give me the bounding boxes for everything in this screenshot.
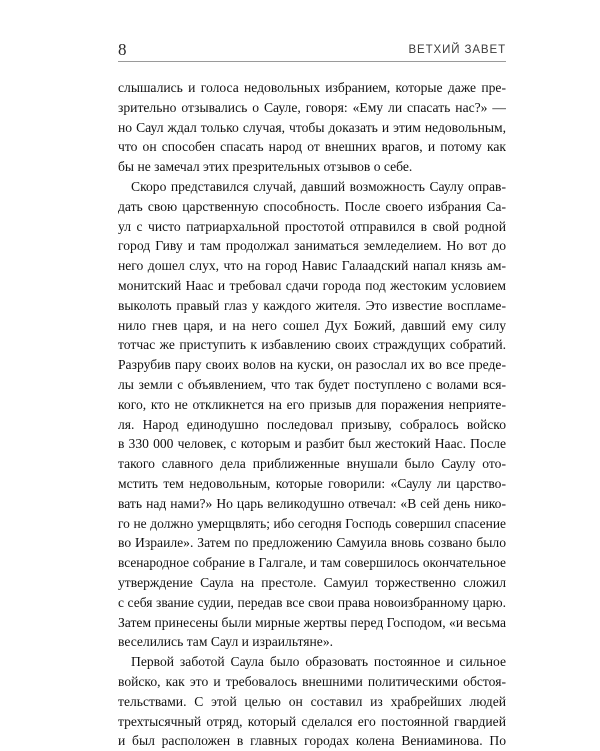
text-line: него дошел слух, что на город Навис Галаадский напал князь ам-	[118, 258, 506, 274]
text-line: с себя звание судии, передав все свои права новоизбранному царю.	[118, 594, 506, 610]
running-title: ВЕТХИЙ ЗАВЕТ	[408, 44, 506, 56]
paragraph	[118, 78, 506, 177]
text-line: всенародное собрание в Галгале, и там совершилось окончательное	[118, 555, 506, 571]
text-line: вать над нами?» Но царь великодушно отвечал: «В сей день нико-	[118, 495, 506, 511]
text-line: монитский Наас и требовал сдачи города под жестоким условием	[118, 277, 506, 293]
text-line: слышались и голоса недовольных избранием, которые даже пре-	[118, 80, 506, 95]
text-line: ля. Народ единодушно последовал призыву, собралось войско	[118, 416, 506, 432]
page-number: 8	[118, 40, 127, 59]
text-line: утверждение Саула на престоле. Самуил торжественно сложил	[118, 574, 506, 590]
text-line: Затем принесены были мирные жертвы перед Господом, «и весьма	[118, 614, 506, 630]
text-line: и был расположен в главных городах колена Вениаминова. По	[118, 733, 506, 749]
text-line: но Саул ждал только случая, чтобы доказать и этим недовольным,	[118, 119, 506, 135]
text-line: Скоро представился случай, давший возможность Саулу оправ-	[131, 178, 506, 194]
text-line: го не должно умерщвлять; ибо сегодня Господь совершил спасение	[118, 515, 506, 531]
paragraph	[118, 652, 506, 751]
text-line: что он способен спасать народ от внешних врагов, и потому как	[118, 139, 506, 155]
text-line: бы не замечал этих презрительных отзывов о себе.	[118, 159, 413, 175]
text-line: выколоть правый глаз у каждого жителя. Это известие воспламе-	[118, 297, 506, 313]
text-line: кого, кто не откликнется на его призыв для поражения неприяте-	[118, 396, 506, 412]
text-line: город Гиву и там продолжал заниматься земледелием. Но вот до	[118, 238, 506, 254]
page-header	[118, 40, 506, 66]
text-line: во Израиле». Затем по предложению Самуила вновь созвано было	[118, 535, 506, 551]
text-line: тельствами. С этой целью он составил из храбрейших людей	[118, 693, 506, 709]
text-line: нило гнев царя, и на него сошел Дух Божий, давший ему силу	[118, 317, 506, 333]
text-line: веселились там Саул и израильтяне».	[118, 634, 334, 650]
text-line: трехтысячный отряд, который сделался его постоянной гвардией	[118, 713, 506, 729]
text-line: такого славного дела приближенные внушали было Саулу ото-	[118, 456, 506, 472]
text-line: ул с чисто патриархальной простотой отправился в свой родной	[118, 218, 506, 234]
text-line: войско, как это и требовалось внешними политическими обстоя-	[118, 673, 506, 689]
text-line: Разрубив пару своих волов на куски, он разослал их во все преде-	[118, 357, 506, 373]
paragraph	[118, 177, 506, 652]
text-line: дать свою царственную способность. После своего избрания Са-	[118, 198, 506, 214]
text-line: зрительно отзывались о Сауле, говоря: «Ему ли спасать нас?» —	[118, 99, 506, 115]
body-text	[118, 78, 506, 751]
text-line: тотчас же приступить к избавлению своих страждущих собратий.	[118, 337, 506, 353]
header-rule	[118, 61, 506, 62]
text-line: мстить тем недовольным, которые говорили: «Саулу ли царство-	[118, 475, 506, 491]
text-line: в 330 000 человек, с которым и разбит был жестокий Наас. После	[118, 436, 506, 452]
text-line: лы земли с объявлением, что так будет поступлено с волами вся-	[118, 376, 506, 392]
text-line: Первой заботой Саула было образовать постоянное и сильное	[131, 654, 506, 670]
